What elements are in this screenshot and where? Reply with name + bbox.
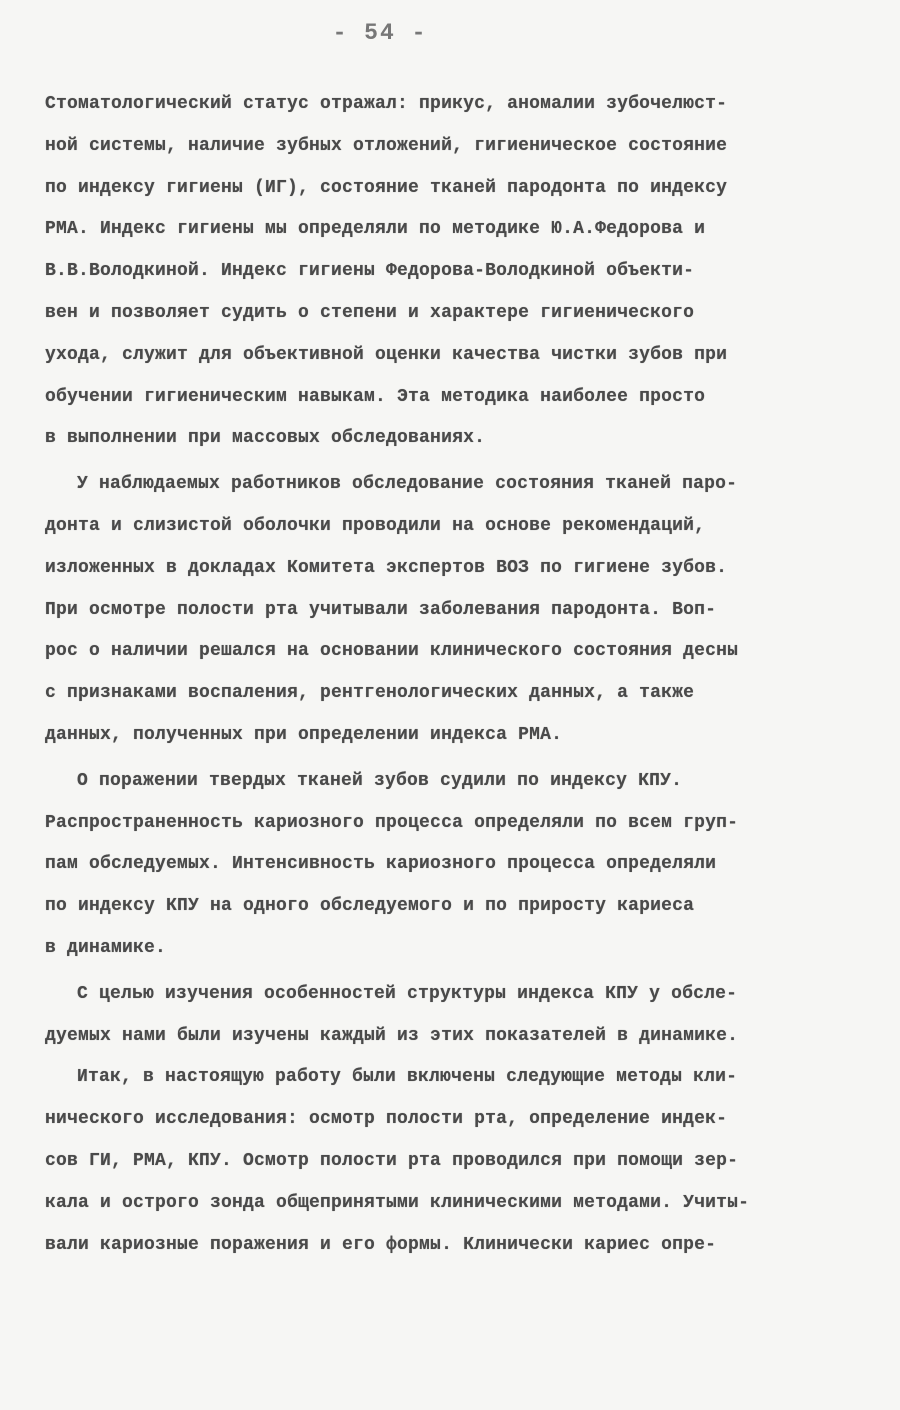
text-line: При осмотре полости рта учитывали заболевания пародонта. Воп-: [45, 599, 717, 620]
text-line: сов ГИ, РМА, КПУ. Осмотр полости рта проводился при помощи зер-: [45, 1150, 739, 1171]
paragraph: [45, 1057, 855, 1266]
paragraph: [45, 974, 855, 1058]
text-line: вали кариозные поражения и его формы. Клинически кариес опре-: [45, 1234, 717, 1255]
text-line: изложенных в докладах Комитета экспертов ВОЗ по гигиене зубов.: [45, 557, 728, 578]
text-line: РМА. Индекс гигиены мы определяли по методике Ю.А.Федорова и: [45, 219, 706, 240]
text-line: С целью изучения особенностей структуры индекса КПУ у обсле-: [77, 983, 738, 1004]
paragraph: [45, 761, 855, 970]
paragraph: [45, 84, 855, 460]
paragraph: [45, 464, 855, 757]
text-line: рос о наличии решался на основании клинического состояния десны: [45, 641, 739, 662]
text-line: ухода, служит для объективной оценки качества чистки зубов при: [45, 344, 728, 365]
text-line: Распространенность кариозного процесса определяли по всем груп-: [45, 812, 739, 833]
text-line: донта и слизистой оболочки проводили на основе рекомендаций,: [45, 515, 706, 536]
text-line: кала и острого зонда общепринятыми клиническими методами. Учиты-: [45, 1192, 750, 1213]
text-line: У наблюдаемых работников обследование состояния тканей паро-: [77, 474, 738, 495]
text-line: обучении гигиеническим навыкам. Эта методика наиболее просто: [45, 386, 706, 407]
text-line: по индексу КПУ на одного обследуемого и по приросту кариеса: [45, 896, 695, 917]
text-line: с признаками воспаления, рентгенологических данных, а также: [45, 683, 695, 704]
document-body: [45, 84, 855, 1266]
text-line: нического исследования: осмотр полости рта, определение индек-: [45, 1109, 728, 1130]
text-line: пам обследуемых. Интенсивность кариозного процесса определяли: [45, 854, 717, 875]
text-line: Итак, в настоящую работу были включены следующие методы кли-: [77, 1067, 738, 1088]
text-line: данных, полученных при определении индекса РМА.: [45, 724, 563, 745]
text-line: дуемых нами были изучены каждый из этих показателей в динамике.: [45, 1025, 739, 1046]
text-line: в динамике.: [45, 937, 167, 958]
text-line: В.В.Володкиной. Индекс гигиены Федорова-Володкиной объекти-: [45, 261, 695, 282]
text-line: ной системы, наличие зубных отложений, гигиеническое состояние: [45, 135, 728, 156]
text-line: Стоматологический статус отражал: прикус, аномалии зубочелюст-: [45, 94, 728, 114]
text-line: О поражении твердых тканей зубов судили по индексу КПУ.: [77, 770, 683, 791]
text-line: по индексу гигиены (ИГ), состояние тканей пародонта по индексу: [45, 177, 728, 198]
text-line: в выполнении при массовых обследованиях.: [45, 428, 486, 449]
page-number: - 54 -: [332, 20, 428, 46]
text-line: вен и позволяет судить о степени и характере гигиенического: [45, 302, 695, 323]
